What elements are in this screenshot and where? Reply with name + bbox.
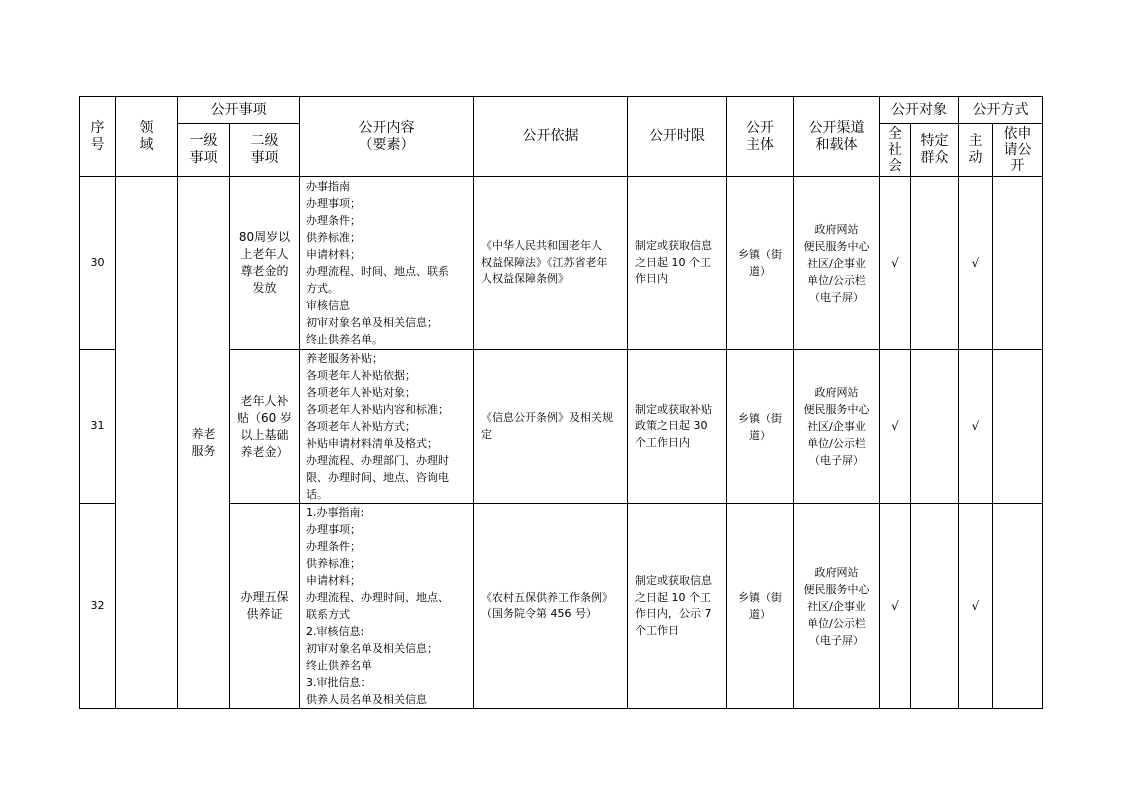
row-content-line-5: 各项老年人补贴方式； [306, 420, 416, 433]
header-method-apply [993, 124, 1043, 177]
row-channel-line-3: 社区/企事业 [807, 420, 866, 433]
row-content-line-5: 申请材料； [306, 574, 361, 587]
header-method-apply-line-3: 开 [1010, 158, 1025, 174]
row-content-line-8: 2.审核信息: [306, 625, 365, 638]
header-target-specific [911, 124, 959, 177]
row-content-line-8: 审核信息 [306, 299, 350, 312]
row-target-specific-check [911, 504, 959, 709]
row-content-line-9: 初审对象名单及相关信息； [306, 642, 438, 655]
header-seq-line-2: 号 [90, 136, 105, 153]
row-time-limit-line-1: 制定或获取信息 [635, 239, 712, 253]
row-level2-item-line-2: 供养证 [246, 607, 283, 621]
row-level1-item-line-1: 养老 [191, 426, 216, 441]
row-level2-item-line-2: 贴（60 岁 [236, 410, 293, 425]
row-method-apply-check [993, 504, 1043, 709]
header-subject [727, 97, 794, 177]
row-channel-line-2: 便民服务中心 [803, 582, 870, 596]
row-channel-line-4: 单位/公示栏 [807, 616, 866, 630]
row-time-limit-line-2: 之日起 10 个工 [635, 255, 711, 269]
row-content [300, 177, 474, 350]
row-content-line-2: 办理事项； [306, 523, 361, 536]
row-time-limit [628, 504, 727, 709]
row-content-line-1: 1.办事指南: [306, 506, 365, 519]
header-method-apply-line-1: 依申 [1003, 126, 1032, 142]
header-level2-line-2: 事项 [250, 150, 279, 166]
row-target-specific-check [911, 177, 959, 350]
row-content-line-1: 养老服务补贴； [306, 352, 383, 365]
row-level2-item-line-1: 办理五保 [240, 590, 289, 604]
row-channel [794, 177, 880, 350]
row-content-line-2: 办理事项； [306, 197, 361, 210]
row-channel-line-5: （电子屏） [809, 290, 864, 304]
header-field [116, 97, 178, 177]
row-subject-line-2: 道） [749, 265, 771, 278]
row-content-line-9: 初审对象名单及相关信息； [306, 316, 438, 329]
row-seq: 32 [80, 504, 116, 709]
row-basis-line-2: 权益保障法》《江苏省老年 [481, 255, 608, 269]
header-level2-line-1: 二级 [250, 133, 279, 149]
header-method-active-line-2: 动 [968, 150, 983, 166]
row-content-line-3: 办理条件； [306, 540, 361, 553]
header-target-all-line-1: 全 [888, 126, 902, 142]
row-content-line-10: 终止供养名单 [306, 659, 372, 672]
row-level2-item [230, 504, 300, 709]
header-time-limit: 公开时限 [628, 97, 727, 177]
header-channel-line-2: 和载体 [815, 136, 858, 153]
header-level1-line-1: 一级 [189, 133, 218, 149]
header-level2 [230, 124, 300, 177]
row-content-line-4: 供养标准； [306, 231, 361, 244]
header-method: 公开方式 [959, 97, 1043, 124]
row-domain [116, 177, 178, 709]
row-content [300, 504, 474, 709]
header-seq-line-1: 序 [90, 119, 105, 136]
header-method-active-line-1: 主 [968, 133, 983, 149]
row-method-active-check: √ [959, 350, 993, 504]
disclosure-table [79, 96, 1043, 709]
row-content-line-4: 各项老年人补贴内容和标准； [306, 403, 449, 416]
row-level2-item-line-1: 80周岁以 [238, 230, 291, 244]
row-content-line-10: 终止供养名单。 [306, 333, 383, 346]
row-basis-line-2: 定 [481, 427, 492, 441]
row-target-all-check: √ [880, 504, 911, 709]
header-target-specific-line-2: 群众 [920, 150, 949, 166]
row-method-active-check: √ [959, 177, 993, 350]
row-time-limit [628, 350, 727, 504]
row-seq: 30 [80, 177, 116, 350]
row-level2-item-line-2: 上老年人 [240, 247, 289, 261]
row-content-line-3: 办理条件； [306, 214, 361, 227]
row-level2-item-line-4: 发放 [252, 281, 277, 295]
row-channel-line-4: 单位/公示栏 [807, 437, 866, 450]
header-field-line-2: 域 [139, 136, 154, 153]
row-level1-item-line-2: 服务 [191, 443, 216, 458]
row-channel-line-5: （电子屏） [809, 633, 864, 647]
row-content-line-6: 办理流程、时间、地点、联系 [306, 265, 449, 278]
row-time-limit-line-3: 个工作日内 [635, 435, 690, 449]
row-channel-line-1: 政府网站 [814, 386, 859, 399]
row-content-line-5: 申请材料； [306, 248, 361, 261]
row-channel [794, 350, 880, 504]
row-seq: 31 [80, 350, 116, 504]
row-basis [474, 177, 628, 350]
row-subject [727, 504, 794, 709]
row-subject [727, 177, 794, 350]
row-basis-line-2: （国务院令第 456 号） [481, 607, 597, 620]
row-time-limit-line-1: 制定或获取补贴 [635, 402, 712, 416]
row-channel-line-2: 便民服务中心 [803, 403, 870, 416]
row-basis-line-1: 《中华人民共和国老年人 [481, 239, 602, 253]
row-content-line-4: 供养标准； [306, 557, 361, 570]
row-time-limit-line-2: 之日起 10 个工 [635, 590, 711, 604]
row-channel-line-3: 社区/企事业 [807, 599, 866, 613]
row-method-apply-check [993, 177, 1043, 350]
row-time-limit-line-4: 个工作日 [635, 623, 679, 637]
row-content-line-7: 办理流程、办理部门、办理时 [306, 454, 449, 467]
row-level2-item-line-4: 养老金） [240, 444, 289, 459]
row-content-line-6: 补贴申请材料清单及格式； [306, 437, 438, 450]
header-target: 公开对象 [880, 97, 959, 124]
row-channel-line-1: 政府网站 [814, 565, 859, 579]
row-content-line-1: 办事指南 [306, 180, 350, 193]
row-subject-line-1: 乡镇（街 [738, 411, 782, 425]
row-channel-line-2: 便民服务中心 [803, 239, 870, 253]
row-target-all-check: √ [880, 350, 911, 504]
row-level2-item-line-1: 老年人补 [240, 393, 289, 408]
header-channel [794, 97, 880, 177]
header-channel-line-1: 公开渠道 [808, 119, 865, 136]
row-method-apply-check [993, 350, 1043, 504]
row-subject-line-1: 乡镇（街 [738, 591, 782, 604]
row-content-line-11: 3.审批信息： [306, 676, 372, 689]
header-method-active [959, 124, 993, 177]
row-time-limit-line-3: 作日内 [635, 272, 668, 286]
row-subject [727, 350, 794, 504]
row-time-limit-line-3: 作日内，公示 7 [635, 607, 712, 620]
header-level1 [178, 124, 230, 177]
row-basis-line-3: 人权益保障条例》 [481, 272, 569, 286]
row-content-line-7: 方式。 [306, 282, 339, 295]
row-subject-line-1: 乡镇（街 [738, 248, 782, 261]
table-row [80, 177, 1043, 350]
row-basis [474, 504, 628, 709]
header-seq [80, 97, 116, 177]
row-time-limit-line-2: 政策之日起 30 [635, 419, 708, 433]
row-content-line-7: 联系方式 [306, 608, 350, 621]
row-level2-item-line-3: 尊老金的 [240, 264, 289, 278]
header-target-specific-line-1: 特定 [920, 133, 949, 149]
header-field-line-1: 领 [139, 119, 154, 136]
row-subject-line-2: 道） [749, 428, 771, 442]
row-content-line-9: 话。 [306, 488, 328, 501]
row-basis [474, 350, 628, 504]
row-time-limit [628, 177, 727, 350]
header-target-all-line-3: 会 [888, 158, 902, 174]
header-method-apply-line-2: 请公 [1003, 142, 1032, 158]
header-row-1 [80, 97, 1043, 124]
row-level2-item [230, 350, 300, 504]
header-matter: 公开事项 [178, 97, 300, 124]
row-content-line-2: 各项老年人补贴依据； [306, 369, 416, 382]
row-content-line-12: 供养人员名单及相关信息 [306, 693, 427, 706]
header-content-line-1: 公开内容 [358, 119, 415, 136]
row-level2-item-line-3: 以上基础 [240, 427, 289, 442]
header-content-line-2: （要素） [358, 136, 415, 153]
row-level1-item [178, 177, 230, 709]
row-target-specific-check [911, 350, 959, 504]
row-content-line-3: 各项老年人补贴对象； [306, 386, 416, 399]
row-subject-line-2: 道） [749, 608, 771, 621]
row-channel-line-5: （电子屏） [809, 454, 864, 467]
row-channel-line-3: 社区/企事业 [807, 256, 866, 270]
header-basis: 公开依据 [474, 97, 628, 177]
row-content-line-8: 限、办理时间、地点、咨询电 [306, 471, 449, 484]
header-content [300, 97, 474, 177]
header-subject-line-1: 公开 [746, 119, 774, 136]
row-channel-line-1: 政府网站 [814, 222, 859, 236]
header-target-all-line-2: 社 [888, 142, 902, 158]
row-channel [794, 504, 880, 709]
row-level2-item [230, 177, 300, 350]
header-subject-line-2: 主体 [746, 136, 774, 153]
row-basis-line-1: 《信息公开条例》及相关规 [481, 411, 613, 424]
row-method-active-check: √ [959, 504, 993, 709]
row-target-all-check: √ [880, 177, 911, 350]
header-level1-line-2: 事项 [189, 150, 218, 166]
header-target-all [880, 124, 911, 177]
row-time-limit-line-1: 制定或获取信息 [635, 574, 712, 587]
row-channel-line-4: 单位/公示栏 [807, 273, 866, 287]
row-content-line-6: 办理流程、办理时间、地点、 [306, 591, 449, 604]
row-content [300, 350, 474, 504]
row-basis-line-1: 《农村五保供养工作条例》 [481, 590, 613, 604]
